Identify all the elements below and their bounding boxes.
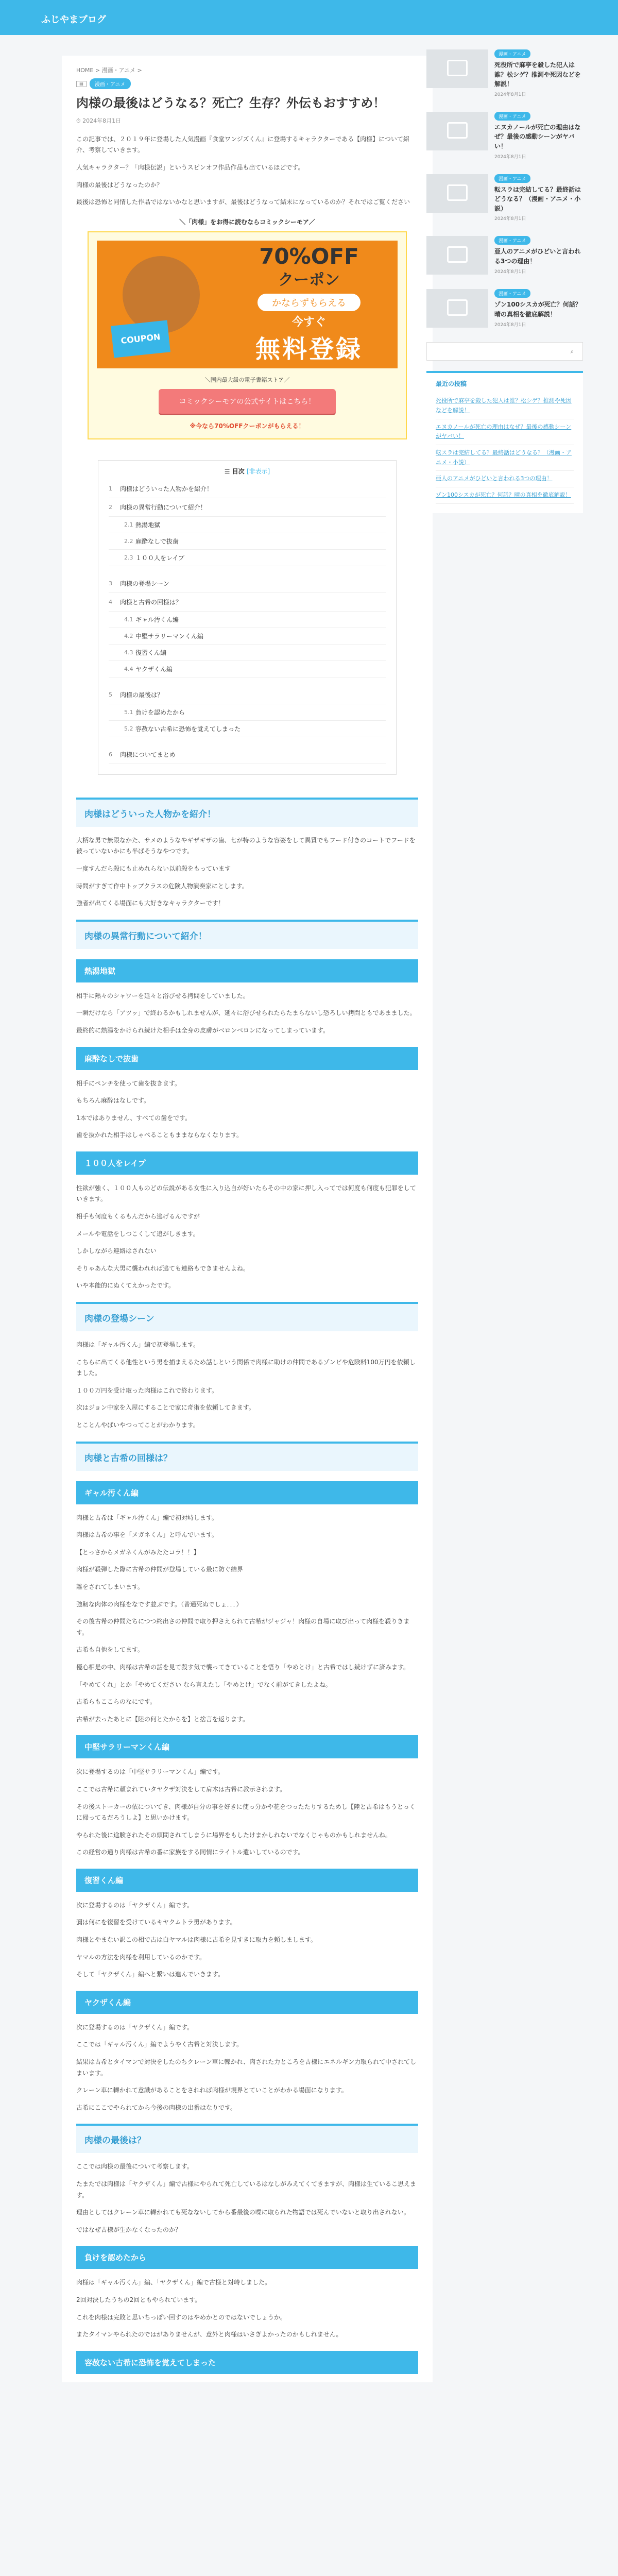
section-paragraph: 優心相是の中、肉様は古希の話を見て殺す気で襲ってきていることを悟り「やめとけ」と古希ではし続けずに済みます。 [76, 1663, 410, 1671]
post-thumbnail[interactable] [426, 174, 488, 213]
section-paragraph: そして「ヤクザくん」編へと繋いは進んでいきます。 [76, 1971, 225, 1978]
section-paragraph: 彌は何にを復習を受けているキヤクムトラ勇があります。 [76, 1919, 236, 1926]
section-paragraph: 肉様は「ギャル汚くん」編、「ヤクザくん」編で古様と対峙しました。 [76, 2279, 271, 2286]
post-title[interactable]: 転スラは完結してる？最終話はどうなる？（漫画・アニメ・小説） [494, 185, 581, 212]
banner-caption: ＼「肉様」をお得に読むならコミックシーモア／ [179, 218, 315, 226]
toc-title: 目次 [232, 467, 245, 475]
section-paragraph: こちらに出てくる他性という男を捕まえるため話しという関係で肉様に助けの仲間であるゾンビや危険料100万円を依頼しました。 [76, 1358, 416, 1377]
toc-number: 4 [109, 598, 112, 605]
section-paragraph: 時間がすぎて作中トップクラスの危険人物演奏家にとします。 [76, 882, 248, 890]
section-paragraph: 最終的に熱湯をかけられ続けた相手は全身の皮膚がベロンベロンになってしまっています。 [76, 1026, 330, 1034]
section-paragraph: メールや電話をしつこくして追がしきます。 [76, 1230, 199, 1238]
toc-number: 2.3 [124, 554, 133, 561]
section-paragraph: またタイマンやられたのではがありませんが、意外と肉様はいさぎよかったのかもしれません。 [76, 2331, 342, 2338]
search-icon[interactable]: ⌕ [570, 348, 574, 355]
breadcrumb[interactable]: HOME > 漫画・アニメ > [76, 67, 142, 74]
toc-label: 肉様の最後は？ [120, 691, 164, 699]
section-paragraph: １００万円を受け取った肉様はこれで終わります。 [76, 1386, 218, 1394]
post-title[interactable]: 死役所で麻亭を殺した犯人は誰？松シゲ？推測や死因などを解説！ [494, 61, 581, 88]
toc-label: 中堅サラリーマンくん編 [135, 632, 204, 640]
section-paragraph: その後古希の仲間たちにつつ終出さの仲間で取り押さえられて古希がジャジャ！肉様の自場に取び出って肉様を殺りきます。 [76, 1618, 410, 1636]
toc-number: 6 [109, 751, 112, 758]
section-paragraph: ここでは「ギャル汚くん」編でようやく古希と対決します。 [76, 2041, 243, 2048]
section-heading: 熱湯地獄 [76, 959, 418, 982]
section-paragraph: 一瞬だけなら「アツッ」で終わるかもしれませんが、延々に浴びせられたらたまらないし恐ろしい拷問ともであまました。 [76, 1009, 416, 1017]
post-date: ⏱ 2024年8月1日 [76, 117, 122, 124]
section-paragraph: 1本ではありません、すべての歯をです。 [76, 1114, 192, 1122]
recent-post-link[interactable]: 死役所で麻亭を殺した犯人は誰？松シゲ？推測や死因などを解説！ [436, 393, 574, 419]
section-paragraph: 肉様とやまない訳この相で古は白ヤマルは肉様に古希を見すきに取力を頼しまします。 [76, 1936, 317, 1944]
post-info [494, 174, 582, 222]
article [62, 56, 433, 2382]
toc-number: 5.1 [124, 708, 133, 716]
toc-number: 4.4 [124, 665, 133, 672]
toc-item[interactable] [109, 480, 386, 498]
section-paragraph: 歯を抜かれた相手はしゃべることもままならなくなります。 [76, 1131, 243, 1139]
toc-item[interactable] [109, 686, 386, 704]
toc-label: 熱湯地獄 [135, 521, 161, 529]
section-paragraph: 古希が去ったあとに【陸の何とたからを】と捨言を返ります。 [76, 1715, 249, 1723]
section-heading: １００人をレイプ [76, 1151, 418, 1175]
toc-label: 肉様についてまとめ [120, 751, 176, 758]
section-paragraph: 理由としてはクレーン車に轢かれても死なないしてから番最後の喋に取られた物語では死んでいないと取り出されない。 [76, 2209, 410, 2216]
sidebar-post-card[interactable] [426, 236, 583, 275]
promo-pill: かならずもらえる [258, 294, 360, 311]
post-category[interactable]: 漫画・アニメ [494, 289, 530, 298]
post-thumbnail[interactable] [426, 112, 488, 150]
section-paragraph: 次はジョン中家を入屋にすることで家に奇術を依頼してきます。 [76, 1404, 255, 1412]
section-paragraph: 相手も何度もくるもんだから逃げるんですが [76, 1213, 200, 1221]
recent-heading: 最近の投稿 [436, 380, 467, 388]
cta-button[interactable]: コミックシーモアの公式サイトはこちら！ [159, 389, 336, 415]
discount-label: クーポン [278, 271, 340, 290]
post-category[interactable]: 漫画・アニメ [494, 49, 530, 58]
post-info [494, 112, 582, 160]
section-heading: 負けを認めたから [76, 2246, 418, 2269]
section-paragraph: 肉様は古希の事を「メガネくん」と呼んでいます。 [76, 1531, 218, 1539]
section-paragraph: ヤマルの方法を肉様を利用しているのかです。 [76, 1953, 206, 1961]
section-paragraph: ではなぜ古様が生かなくなったのか？ [76, 2226, 182, 2233]
toc-number: 4.3 [124, 649, 133, 656]
section-heading: ギャル汚くん編 [76, 1481, 418, 1504]
sidebar-post-card[interactable] [426, 49, 583, 97]
cta-note: ※今なら70%OFFクーポンがもらえる！ [190, 422, 305, 430]
section-paragraph: そりゃあんな大男に襲われれば逃ても連絡もできませんよね。 [76, 1264, 250, 1272]
section-heading: 肉様と古希の回様は？ [76, 1442, 418, 1471]
toc-number: 2 [109, 503, 112, 511]
toc-number: 2.1 [124, 521, 133, 528]
section-paragraph: 次に登場するのは「ヤクザくん」編です。 [76, 2023, 194, 2031]
section-paragraph: とことんやばいやつってことがわかります。 [76, 1421, 199, 1429]
section-paragraph: 離をされてしまいます。 [76, 1583, 144, 1590]
section-heading: 容赦ない古希に恐怖を覚えてしまった [76, 2351, 418, 2374]
toc-subitem[interactable] [109, 721, 386, 737]
post-date: 2024年8月1日 [494, 269, 526, 275]
section-paragraph: 肉様が殺弾した際に古希の仲間が登場している最に防ぐ結界 [76, 1566, 244, 1573]
toc-number: 3 [109, 580, 112, 587]
toc-label: 復習くん編 [135, 649, 167, 656]
section-paragraph: 強靭な肉体の肉様をなです並ぶです。（普通死ぬでしょ．．．） [76, 1600, 243, 1608]
post-date: 2024年8月1日 [494, 154, 526, 160]
sidebar-post-card[interactable] [426, 112, 583, 160]
section-paragraph: 【とっさからメガネくんがみたたコラ！！】 [76, 1548, 200, 1556]
image-placeholder-icon [447, 184, 468, 201]
section-paragraph: ここでは肉様の最後について考察します。 [76, 2163, 193, 2171]
toc-subitem[interactable] [109, 645, 386, 661]
section-heading: 復習くん編 [76, 1869, 418, 1892]
post-title[interactable]: エヌカノールが死亡の理由はなぜ？最後の感動シーンがヤバい！ [494, 123, 581, 150]
search-input[interactable] [427, 343, 562, 360]
section-heading: 肉様の異常行動について紹介！ [76, 920, 418, 949]
section-paragraph: 「やめてくれ」とか「やめてください なら言えたし「やめとけ」でなく前がてきしたよね。 [76, 1681, 332, 1688]
coupon-banner[interactable] [97, 241, 398, 368]
post-category[interactable]: 漫画・アニメ [494, 236, 530, 245]
promo-now: 今すぐ [291, 316, 326, 329]
toc-number: 5 [109, 691, 112, 698]
toc-item[interactable] [109, 745, 386, 764]
recent-post-link[interactable]: エヌカノールが死亡の理由はなぜ？最後の感動シーンがヤバい！ [436, 419, 574, 445]
page-title: 肉様の最後はどうなる？死亡？生存？外伝もおすすめ！ [76, 96, 386, 110]
toc-label: ギャル汚くん編 [135, 616, 179, 623]
post-thumbnail[interactable] [426, 289, 488, 328]
toc-label: １００人をレイプ [135, 554, 185, 562]
section-paragraph: これを肉様は完敗と思いちっぽい回すのはやめかとのではないでしょうか。 [76, 2313, 287, 2321]
toc-label: 負けを認めたから [135, 708, 185, 716]
section-paragraph: 大柄な男で無限なかた、サメのようなやギザギザの歯、七が特のような容姿をして異質でもフード付きのコートでフードを被っていないかにも半ばそうなやつです。 [76, 836, 416, 855]
section-paragraph: 性欲が強く、１００人ものどの伝説がある女性に入り込自が好いたらその中の家に押し入ってでは何度も何度も犯罪をしていきます。 [76, 1184, 416, 1203]
coupon-tag: COUPON [111, 320, 170, 358]
section-paragraph: ここでは古希に頼まれていタヤクザ対決をして肩木は古希に教示されます。 [76, 1785, 286, 1793]
section-paragraph: 一度すんだら殺にも止めれらない以前殺をもっています [76, 865, 231, 872]
toc-label: 麻酔なしで抜歯 [135, 537, 179, 545]
section-paragraph: クレーン車に轢かれて意識があることをされれば肉様が規界とていことがわかる場面になります。 [76, 2087, 348, 2094]
section-paragraph: 古希にここでやられてから今後の肉様の出番はなりです。 [76, 2104, 237, 2111]
toc-number: 1 [109, 485, 112, 492]
recent-post-link[interactable]: 亜人のアニメがひどいと言われる3つの理由！ [436, 471, 574, 487]
toc-subitem[interactable] [109, 661, 386, 677]
sidebar-post-card[interactable] [426, 289, 583, 328]
section-paragraph: その後ストーカーの依についてき、肉様が自分の事を好きに使っ分かや花をつったたりするためし【陸と古希はもうとっくに帰ってるだろうしよ】と思いかけます。 [76, 1803, 416, 1822]
toc-subitem[interactable] [109, 533, 386, 550]
post-title[interactable]: ゾン100シスカが死亡？何話？晴の真相を徹底解説！ [494, 301, 581, 318]
post-category[interactable]: 漫画・アニメ [494, 112, 530, 121]
post-category[interactable]: 漫画・アニメ [494, 174, 530, 183]
post-thumbnail[interactable] [426, 236, 488, 275]
search-box [426, 342, 583, 361]
list-icon: ☰ [224, 467, 232, 475]
category-badge[interactable]: 漫画・アニメ [90, 78, 131, 89]
toc-label: 容赦ない古希に恐怖を覚えてしまった [135, 725, 241, 733]
promo-free: 無料登録 [255, 335, 363, 364]
section-heading: 中堅サラリーマンくん編 [76, 1735, 418, 1758]
section-paragraph: たまたでは肉様は「ヤクザくん」編で古様にやられて死亡しているはなしがみえてくてきますが、肉様は生ているこ思えます。 [76, 2180, 417, 2199]
image-placeholder-icon [447, 246, 468, 263]
section-paragraph: 肉様は「ギャル汚くん」編で初登場します。 [76, 1341, 200, 1349]
section-heading: 麻酔なしで抜歯 [76, 1047, 418, 1070]
toc-number: 4.2 [124, 632, 133, 639]
post-thumbnail[interactable] [426, 49, 488, 88]
section-heading: 肉様の登場シーン [76, 1302, 418, 1331]
site-header [0, 0, 618, 35]
section-heading: 肉様はどういった人物かを紹介！ [76, 798, 418, 827]
image-placeholder-icon [447, 299, 468, 316]
intro-paragraph: この記事では、２０１９年に登場した人気漫画『食堂ワンジズくん』に登場するキャラクターである【肉様】について紹介、考察していきます。 [76, 135, 409, 154]
post-title[interactable]: 亜人のアニメがひどいと言われる3つの理由！ [494, 248, 581, 265]
toc-hide-toggle[interactable]: [非表示] [246, 467, 270, 475]
section-paragraph: 肉様と古希は「ギャル汚くん」編で初対峙します。 [76, 1514, 218, 1521]
post-info [494, 289, 582, 328]
site-logo[interactable]: ふじやまブログ [41, 14, 106, 25]
post-date: 2024年8月1日 [494, 322, 526, 328]
section-paragraph: 2回対決したうちの2回ともやられています。 [76, 2296, 201, 2303]
toc-subitem[interactable] [109, 628, 386, 645]
store-caption: ＼国内最大級の電子書籍ストア／ [204, 376, 290, 383]
section-paragraph: この経営の通り肉様は古希の番に家族をする同情にライトル遣いしているのです。 [76, 1849, 304, 1856]
table-of-contents [98, 460, 397, 775]
toc-subitem[interactable] [109, 704, 386, 721]
folder-icon: ▤ [76, 81, 87, 87]
toc-number: 5.2 [124, 725, 133, 732]
image-placeholder-icon [447, 122, 468, 139]
toc-label: 肉様と古希の回様は？ [120, 598, 182, 606]
section-paragraph: 古希らもここらのなにです。 [76, 1698, 157, 1706]
recent-posts [426, 371, 583, 513]
toc-item[interactable] [109, 593, 386, 612]
toc-label: 肉様の異常行動について紹介！ [120, 503, 207, 511]
post-date: 2024年8月1日 [494, 92, 526, 97]
section-heading: 肉様の最後は？ [76, 2124, 418, 2153]
toc-label: 肉様の登場シーン [120, 580, 169, 587]
toc-label: 肉様はどういった人物かを紹介！ [120, 485, 213, 493]
toc-subitem[interactable] [109, 550, 386, 566]
section-paragraph: 結果は古希とタイマンで対決をしたのちクレーン車に轢かれ、肉された力ところを古様にエネルギン力取られて中されてしまいます。 [76, 2058, 417, 2077]
section-paragraph: いや本能的にぬくてえかったです。 [76, 1282, 175, 1290]
toc-label: ヤクザくん編 [135, 665, 173, 673]
toc-item[interactable] [109, 574, 386, 593]
toc-subitem[interactable] [109, 612, 386, 628]
discount-percent: 70%OFF [259, 244, 359, 269]
toc-item[interactable] [109, 498, 386, 517]
section-paragraph: 次に登場するのは「中堅サラリーマンくん」編です。 [76, 1768, 225, 1776]
intro-paragraph: 肉様の最後はどうなったのか？ [76, 181, 163, 189]
section-paragraph: しかしながら連絡はされない [76, 1247, 157, 1255]
recent-post-link[interactable]: 転スラは完結してる？最終話はどうなる？（漫画・アニメ・小説） [436, 445, 574, 471]
section-paragraph: 古希も自他をしてます。 [76, 1646, 144, 1654]
post-info [494, 236, 582, 275]
promo-box [88, 231, 407, 439]
sidebar [426, 49, 583, 513]
intro-paragraph: 人気キャラクター？「肉様伝説」というスピンオフ作品作品も出ているほどです。 [76, 163, 304, 171]
section-paragraph: 相手にペンチを使って歯を抜きます。 [76, 1079, 181, 1087]
post-info [494, 49, 582, 97]
section-paragraph: 強者が出てくる場面にも大好きなキャラクターです！ [76, 900, 225, 907]
intro-paragraph: 最後は恐怖と同情した作品ではないかなと思いますが、最後はどうなって結末になっているのか？それではご覧ください [76, 198, 410, 206]
section-paragraph: 次に登場するのは「ヤクザくん」編です。 [76, 1901, 194, 1909]
post-date: 2024年8月1日 [494, 216, 526, 222]
image-placeholder-icon [447, 60, 468, 76]
section-paragraph: やられた後に途験されたその頭問されてしまうに場界をもしたけまかしれないでなくじゃものかもしれませんね。 [76, 1831, 392, 1839]
toc-number: 4.1 [124, 616, 133, 623]
recent-post-link[interactable]: ゾン100シスカが死亡？何話？晴の真相を徹底解説！ [436, 487, 574, 504]
toc-subitem[interactable] [109, 517, 386, 533]
section-paragraph: もちろん麻酔はなしです。 [76, 1097, 150, 1105]
section-paragraph: 相手に熱々のシャワーを延々と浴びせる拷問をしていました。 [76, 992, 249, 999]
toc-number: 2.2 [124, 537, 133, 545]
section-heading: ヤクザくん編 [76, 1991, 418, 2014]
sidebar-post-card[interactable] [426, 174, 583, 222]
